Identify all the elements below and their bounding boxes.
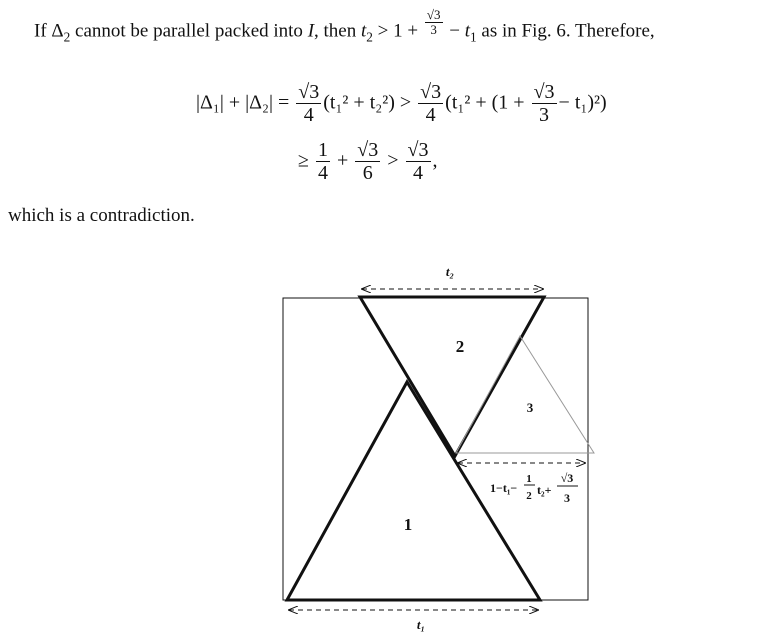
eq2-comma: , xyxy=(432,149,438,172)
conclusion-sentence: which is a contradiction. xyxy=(8,205,195,226)
annotation-frac1-num: 1 xyxy=(526,473,532,485)
eq2-plus: + xyxy=(336,149,349,172)
var-t1-sub: 1 xyxy=(470,29,477,45)
var-t2: t xyxy=(360,20,367,42)
eq1-paren1: (t₁² + t₂²) > xyxy=(323,91,412,114)
annotation-frac2-num: √3 xyxy=(560,471,574,485)
label-region-2: 2 xyxy=(455,337,465,356)
eq2-frac2: $\frac{√3}{6}$ xyxy=(357,139,379,184)
label-region-3: 3 xyxy=(526,400,534,415)
var-t1: t xyxy=(464,20,470,42)
eq2-geq: ≥ xyxy=(298,149,309,172)
annotation-part-a: 1−t₁− xyxy=(490,481,518,495)
eq1-frac2: $\frac{√3}{4}$ xyxy=(420,81,442,126)
intro-minus: − xyxy=(444,20,465,42)
label-region-1: 1 xyxy=(403,515,413,534)
intro-text-d: as in Fig. 6. Therefore, xyxy=(476,20,655,42)
intro-fraction: $\frac{√3}{3}$ xyxy=(426,7,441,37)
unit-square xyxy=(283,298,588,600)
label-t2: t₂ xyxy=(445,264,455,279)
eq1-frac3: $\frac{√3}{3}$ xyxy=(533,81,555,126)
eq2-frac1: $\frac{1}{4}$ xyxy=(317,139,328,184)
eq1-paren2a: (t₁² + (1 + xyxy=(445,91,525,114)
eq2-gt: > xyxy=(387,149,399,172)
gap-annotation xyxy=(490,471,578,505)
intro-text-a: If Δ xyxy=(34,20,64,42)
eq2-frac3: $\frac{√3}{4}$ xyxy=(407,139,429,184)
var-t2-sub: 2 xyxy=(366,29,373,45)
eq1-lhs: |Δ₁| + |Δ₂| = xyxy=(196,91,290,114)
triangle-2 xyxy=(360,297,544,456)
label-t1: t₁ xyxy=(416,617,426,632)
set-I: I xyxy=(307,20,315,42)
eq1-frac1: $\frac{√3}{4}$ xyxy=(298,81,320,126)
annotation-part-b: t₂+ xyxy=(537,483,552,497)
annotation-frac1-den: 2 xyxy=(526,490,532,502)
intro-gt: > 1 + xyxy=(372,20,419,42)
triangle-3 xyxy=(456,336,594,453)
intro-text-c: , then xyxy=(314,20,361,42)
intro-text-b: cannot be parallel packed into xyxy=(70,20,308,42)
annotation-frac2-den: 3 xyxy=(564,491,570,505)
delta-subscript: 2 xyxy=(63,29,71,45)
eq1-paren2b: − t₁)²) xyxy=(558,91,607,114)
